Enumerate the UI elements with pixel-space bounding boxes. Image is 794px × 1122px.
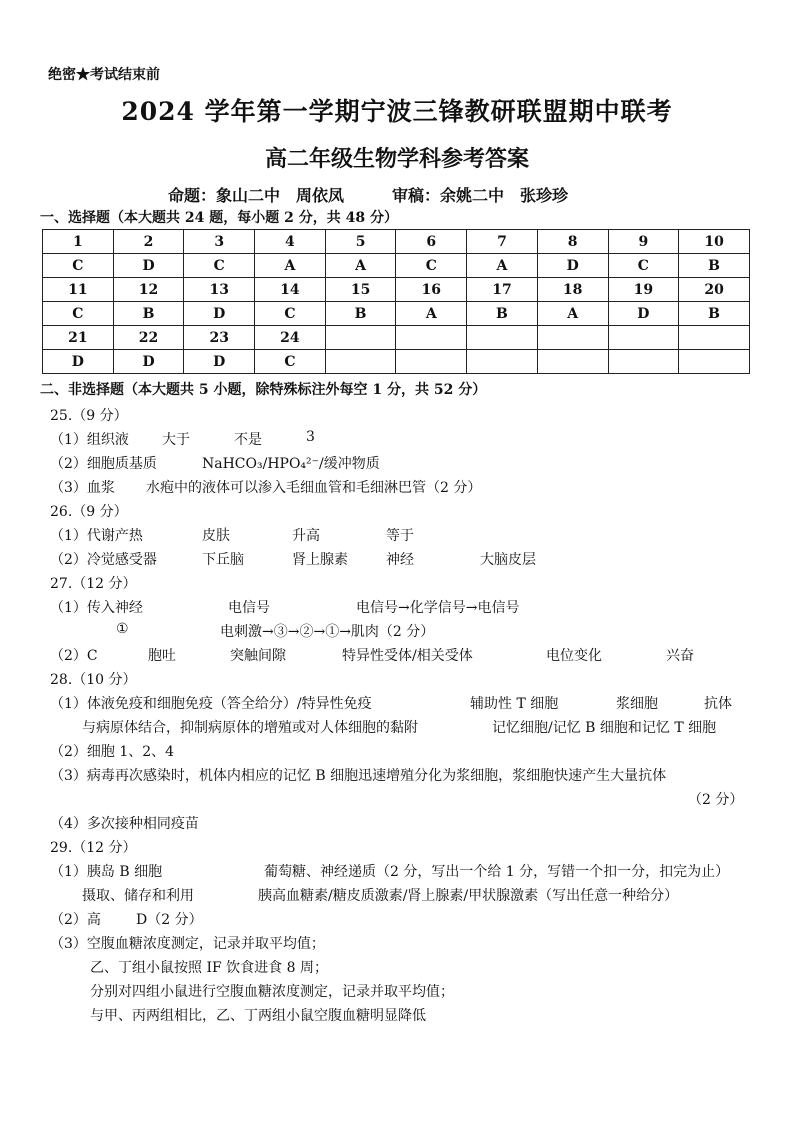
confidential-mark: 绝密★考试结束前 <box>48 67 160 83</box>
q25-heading: 25.（9 分） <box>50 408 128 424</box>
answer-cell: 7 <box>467 230 538 254</box>
answer-cell: 16 <box>396 278 467 302</box>
answer-cell: 6 <box>396 230 467 254</box>
answer-cell: 13 <box>184 278 255 302</box>
q28-line-4: （3）病毒再次感染时，机体内相应的记忆 B 细胞迅速增殖分化为浆细胞，浆细胞快速产生大量抗体 <box>50 768 667 784</box>
answer-cell: 4 <box>255 230 326 254</box>
q29-line-4: （3）空腹血糖浓度测定，记录并取平均值； <box>50 936 325 952</box>
authors-line: 命题：象山二中 周依凤 审稿：余姚二中 张珍珍 <box>168 186 569 205</box>
answer-cell: B <box>113 302 184 326</box>
answer-cell: 10 <box>679 230 750 254</box>
answer-cell: D <box>184 350 255 374</box>
answer-cell <box>325 326 396 350</box>
answer-cell: 3 <box>184 230 255 254</box>
answer-cell <box>679 326 750 350</box>
q29-heading: 29.（12 分） <box>50 840 137 856</box>
answer-cell: 20 <box>679 278 750 302</box>
answer-cell <box>396 326 467 350</box>
answer-cell: 9 <box>608 230 679 254</box>
answer-cell: 2 <box>113 230 184 254</box>
answer-cell: 19 <box>608 278 679 302</box>
section1-heading: 一、选择题（本大题共 24 题，每小题 2 分，共 48 分） <box>40 210 398 226</box>
answer-cell <box>608 350 679 374</box>
answer-cell: A <box>467 254 538 278</box>
answer-cell: A <box>396 302 467 326</box>
q29-line-6: 分别对四组小鼠进行空腹血糖浓度测定，记录并取平均值； <box>90 984 454 1000</box>
answer-cell: 22 <box>113 326 184 350</box>
answer-cell: C <box>43 254 114 278</box>
answer-cell: C <box>255 350 326 374</box>
answer-cell: C <box>608 254 679 278</box>
answer-cell: 15 <box>325 278 396 302</box>
answer-cell: 5 <box>325 230 396 254</box>
exam-title: 2024 学年第一学期宁波三锋教研联盟期中联考 <box>121 97 673 126</box>
answer-cell: A <box>255 254 326 278</box>
answer-cell: 8 <box>537 230 608 254</box>
answer-cell: 23 <box>184 326 255 350</box>
answer-cell: A <box>537 302 608 326</box>
answer-cell: D <box>608 302 679 326</box>
q28-line-5: （4）多次接种相同疫苗 <box>50 816 199 832</box>
answer-cell: D <box>113 350 184 374</box>
table-row <box>43 230 750 254</box>
q28-line-4-points: （2 分） <box>688 792 744 808</box>
table-row <box>43 254 750 278</box>
q29-line-5: 乙、丁组小鼠按照 IF 饮食进食 8 周； <box>90 960 328 976</box>
answer-cell: C <box>43 302 114 326</box>
answer-cell <box>467 350 538 374</box>
answer-key-subtitle: 高二年级生物学科参考答案 <box>264 146 529 172</box>
answer-cell: D <box>184 302 255 326</box>
q29-line-7: 与甲、丙两组相比，乙、丁两组小鼠空腹血糖明显降低 <box>90 1008 426 1024</box>
answer-cell: 1 <box>43 230 114 254</box>
answer-cell: D <box>113 254 184 278</box>
answer-cell: D <box>43 350 114 374</box>
table-row <box>43 326 750 350</box>
answer-cell: 11 <box>43 278 114 302</box>
answer-cell: B <box>679 302 750 326</box>
choice-answer-table <box>42 229 750 374</box>
table-row <box>43 350 750 374</box>
answer-cell <box>396 350 467 374</box>
q27-heading: 27.（12 分） <box>50 576 137 592</box>
answer-cell <box>467 326 538 350</box>
q28-heading: 28.（10 分） <box>50 672 137 688</box>
answer-cell <box>537 326 608 350</box>
q28-line-3: （2）细胞 1、2、4 <box>50 744 175 760</box>
answer-cell: A <box>325 254 396 278</box>
answer-cell: C <box>255 302 326 326</box>
answer-cell: D <box>537 254 608 278</box>
table-row <box>43 278 750 302</box>
answer-cell: C <box>184 254 255 278</box>
answer-cell: 21 <box>43 326 114 350</box>
answer-cell: 12 <box>113 278 184 302</box>
answer-cell: 14 <box>255 278 326 302</box>
table-row <box>43 302 750 326</box>
answer-cell: 18 <box>537 278 608 302</box>
answer-cell <box>679 350 750 374</box>
answer-cell: 17 <box>467 278 538 302</box>
answer-cell: B <box>679 254 750 278</box>
answer-cell: C <box>396 254 467 278</box>
answer-cell <box>325 350 396 374</box>
answer-cell: 24 <box>255 326 326 350</box>
answer-cell <box>537 350 608 374</box>
section2-heading: 二、非选择题（本大题共 5 小题，除特殊标注外每空 1 分，共 52 分） <box>40 382 487 398</box>
answer-cell: B <box>325 302 396 326</box>
answer-cell <box>608 326 679 350</box>
q26-heading: 26.（9 分） <box>50 504 128 520</box>
answer-cell: B <box>467 302 538 326</box>
